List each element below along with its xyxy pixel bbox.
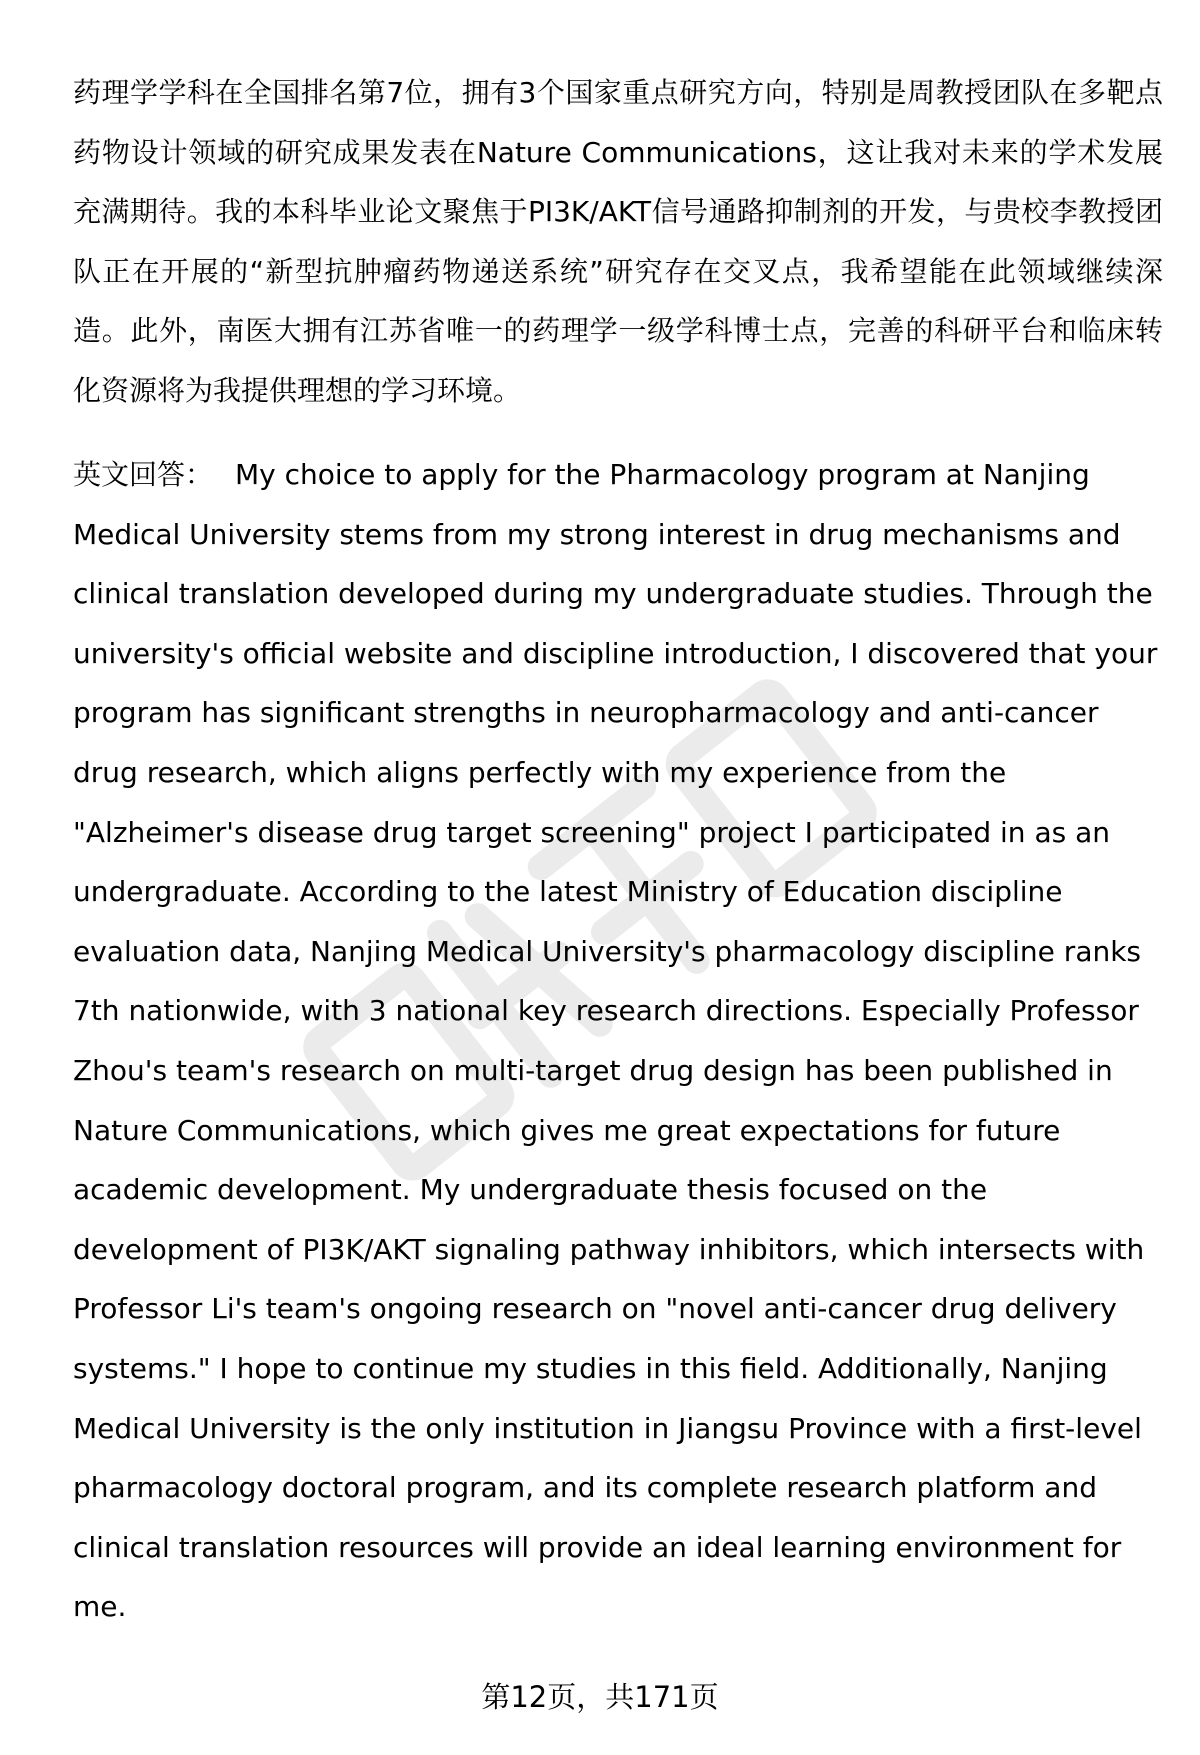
english-answer-text: My choice to apply for the Pharmacology program at Nanjing Medical University stems from my strong interest in drug mechanisms and clinical translation developed during my undergraduate studies. Through the university's official website and discipline introduction, I discovered that your program has significant strengths in neuropharmacology and anti-cancer drug research, which aligns perfectly with my experience from the "Alzheimer's disease drug target screening" project I participated in as an undergraduate. According to the latest Ministry of Education discipline evaluation data, Nanjing Medical University's pharmacology discipline ranks 7th nationwide, with 3 national key research directions. Especially Professor Zhou's team's research on multi-target drug design has been published in Nature Communications, which gives me great expectations for future academic development. My undergraduate thesis focused on the development of PI3K/AKT signaling pathway inhibitors, which intersects with Professor Li's team's ongoing research on "novel anti-cancer drug delivery systems." I hope to continue my studies in this field. Additionally, Nanjing Medical University is the only institution in Jiangsu Province with a first-level pharmacology doctoral program, and its complete research platform and clinical translation resources will provide an ideal learning environment for me.	[73, 458, 1158, 1624]
chinese-paragraph: 药理学学科在全国排名第7位，拥有3个国家重点研究方向，特别是周教授团队在多靶点药物设计领域的研究成果发表在Nature Communications，这让我对未来的学术发展充满期待。我的本科毕业论文聚焦于PI3K/AKT信号通路抑制剂的开发，与贵校李教授团队正在开展的“新型抗肿瘤药物递送系统”研究存在交叉点，我希望能在此领域继续深造。此外，南医大拥有江苏省唯一的药理学一级学科博士点，完善的科研平台和临床转化资源将为我提供理想的学习环境。	[73, 76, 1163, 407]
english-answer-label: 英文回答：	[73, 458, 214, 491]
english-answer-paragraph	[73, 445, 1163, 1637]
document-body	[73, 63, 1163, 1637]
page-number-footer: 第12页，共171页	[481, 1680, 719, 1714]
